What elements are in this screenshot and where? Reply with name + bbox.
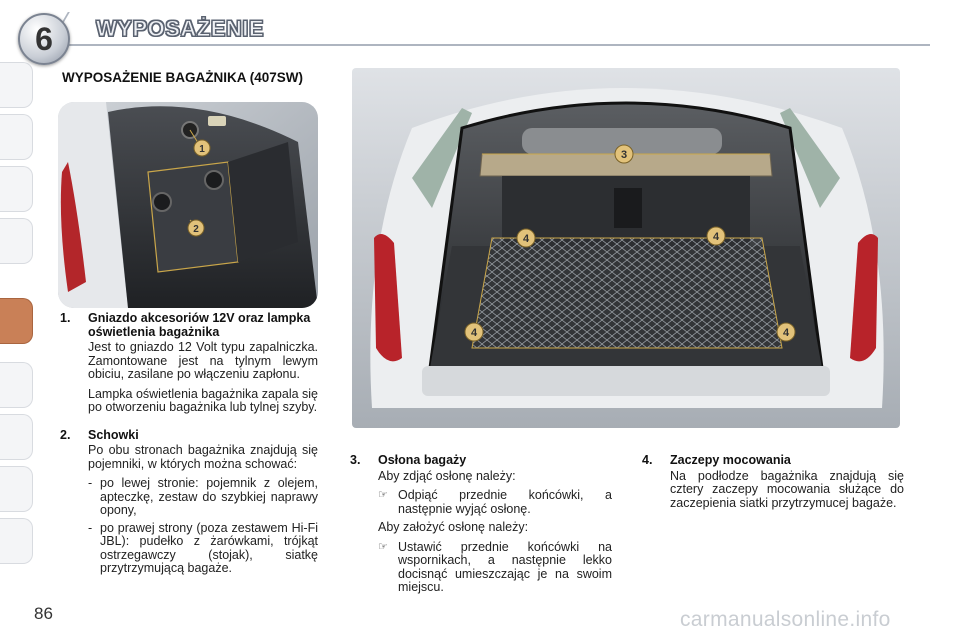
list-item-text: Odpiąć przednie końcówki, a następnie wyjąć osłonę. xyxy=(398,488,612,516)
item-3-fit-intro: Aby założyć osłonę należy: xyxy=(378,520,529,534)
column-right xyxy=(642,454,904,516)
pointing-hand-icon: ☞ xyxy=(378,489,388,501)
item-2 xyxy=(60,429,318,576)
section-title: WYPOSAŻENIE BAGAŻNIKA (407SW) xyxy=(62,70,304,85)
watermark: carmanualsonline.info xyxy=(680,608,891,631)
item-4-paragraph: Na podłodze bagażnika znajdują się cztery zaczepy mocowania służące do zaczepienia siatki przytrzymucej bagaże. xyxy=(670,468,904,510)
callout-marker xyxy=(465,323,483,341)
column-left xyxy=(60,312,318,580)
item-3-remove-intro: Aby zdjąć osłonę należy: xyxy=(378,468,516,483)
item-4-heading xyxy=(642,454,904,468)
item-2-paragraph: Po obu stronach bagażnika znajdują się pojemniki, w których można schować: xyxy=(88,443,318,471)
item-title: Gniazdo akcesoriów 12V oraz lampka oświetlenia bagażnika xyxy=(88,311,311,339)
item-1-paragraph: Jest to gniazdo 12 Volt typu zapalniczka. Zamontowane jest na tylnym lewym obiciu, zasilane po włączeniu zapłonu. xyxy=(88,340,318,381)
list-item-text: po prawej strony (poza zestawem Hi-Fi JBL): pudełko z żarówkami, trójkąt ostrzegawczy (stojak), siatkę przytrzymującą bagaże. xyxy=(100,520,318,575)
column-middle xyxy=(350,454,612,600)
list-item xyxy=(88,477,318,518)
list-item xyxy=(378,541,612,595)
chapter-tabs xyxy=(0,62,40,582)
callout-marker xyxy=(194,140,210,156)
callout-label: 1 xyxy=(199,144,205,155)
chapter-tab[interactable] xyxy=(0,518,33,564)
chapter-number-badge xyxy=(18,13,70,65)
callout-label: 3 xyxy=(620,149,628,161)
item-number: 4. xyxy=(642,453,653,467)
item-1 xyxy=(60,312,318,415)
chapter-tab-active[interactable] xyxy=(0,298,33,344)
chapter-tab[interactable] xyxy=(0,62,33,108)
callout-marker xyxy=(517,229,535,247)
item-title: Schowki xyxy=(88,427,139,442)
callout-label: 4 xyxy=(712,231,720,243)
pointing-hand-icon: ☞ xyxy=(378,540,388,553)
item-number: 3. xyxy=(350,453,361,467)
item-1-paragraph: Lampka oświetlenia bagażnika zapala się po otworzeniu bagażnika lub tylnej szyby. xyxy=(88,386,319,414)
chapter-tab[interactable] xyxy=(0,218,33,264)
item-2-heading xyxy=(60,429,318,443)
item-3-heading xyxy=(350,454,612,468)
item-number: 2. xyxy=(60,427,71,442)
dash-bullet: - xyxy=(88,520,93,535)
callout-label: 4 xyxy=(470,327,478,339)
callout-label: 4 xyxy=(782,327,790,339)
chapter-tab[interactable] xyxy=(0,466,33,512)
page-number: 86 xyxy=(34,604,53,623)
callout-marker xyxy=(188,220,204,236)
chapter-tab[interactable] xyxy=(0,114,33,160)
list-item-text: Ustawić przednie końcówki na wspornikach, a następnie lekko docisnąć umieszczając je na swoim miejscu. xyxy=(398,539,612,594)
item-1-heading xyxy=(60,312,318,339)
chapter-tab[interactable] xyxy=(0,414,33,460)
photo-trunk-side-illustration xyxy=(58,102,318,308)
item-title: Zaczepy mocowania xyxy=(670,453,791,467)
chapter-title: WYPOSAŻENIE xyxy=(96,16,265,41)
header-rule xyxy=(30,44,930,46)
chapter-number: 6 xyxy=(35,21,53,57)
item-title: Osłona bagaży xyxy=(378,453,467,467)
dash-bullet: - xyxy=(88,476,93,490)
list-item xyxy=(88,522,318,576)
callout-marker xyxy=(707,227,725,245)
callout-marker xyxy=(615,145,633,163)
callout-label: 4 xyxy=(522,233,530,245)
photo-trunk-main-illustration xyxy=(352,68,900,428)
list-item-text: po lewej stronie: pojemnik z olejem, apteczkę, zestaw do szybkiej naprawy opony, xyxy=(100,476,318,517)
callout-marker xyxy=(777,323,795,341)
chapter-tab[interactable] xyxy=(0,362,33,408)
list-item xyxy=(378,489,612,516)
callout-label: 2 xyxy=(193,224,199,235)
photo-trunk-main xyxy=(352,68,900,428)
chapter-tab[interactable] xyxy=(0,166,33,212)
photo-trunk-side xyxy=(58,102,318,308)
item-number: 1. xyxy=(60,311,71,325)
